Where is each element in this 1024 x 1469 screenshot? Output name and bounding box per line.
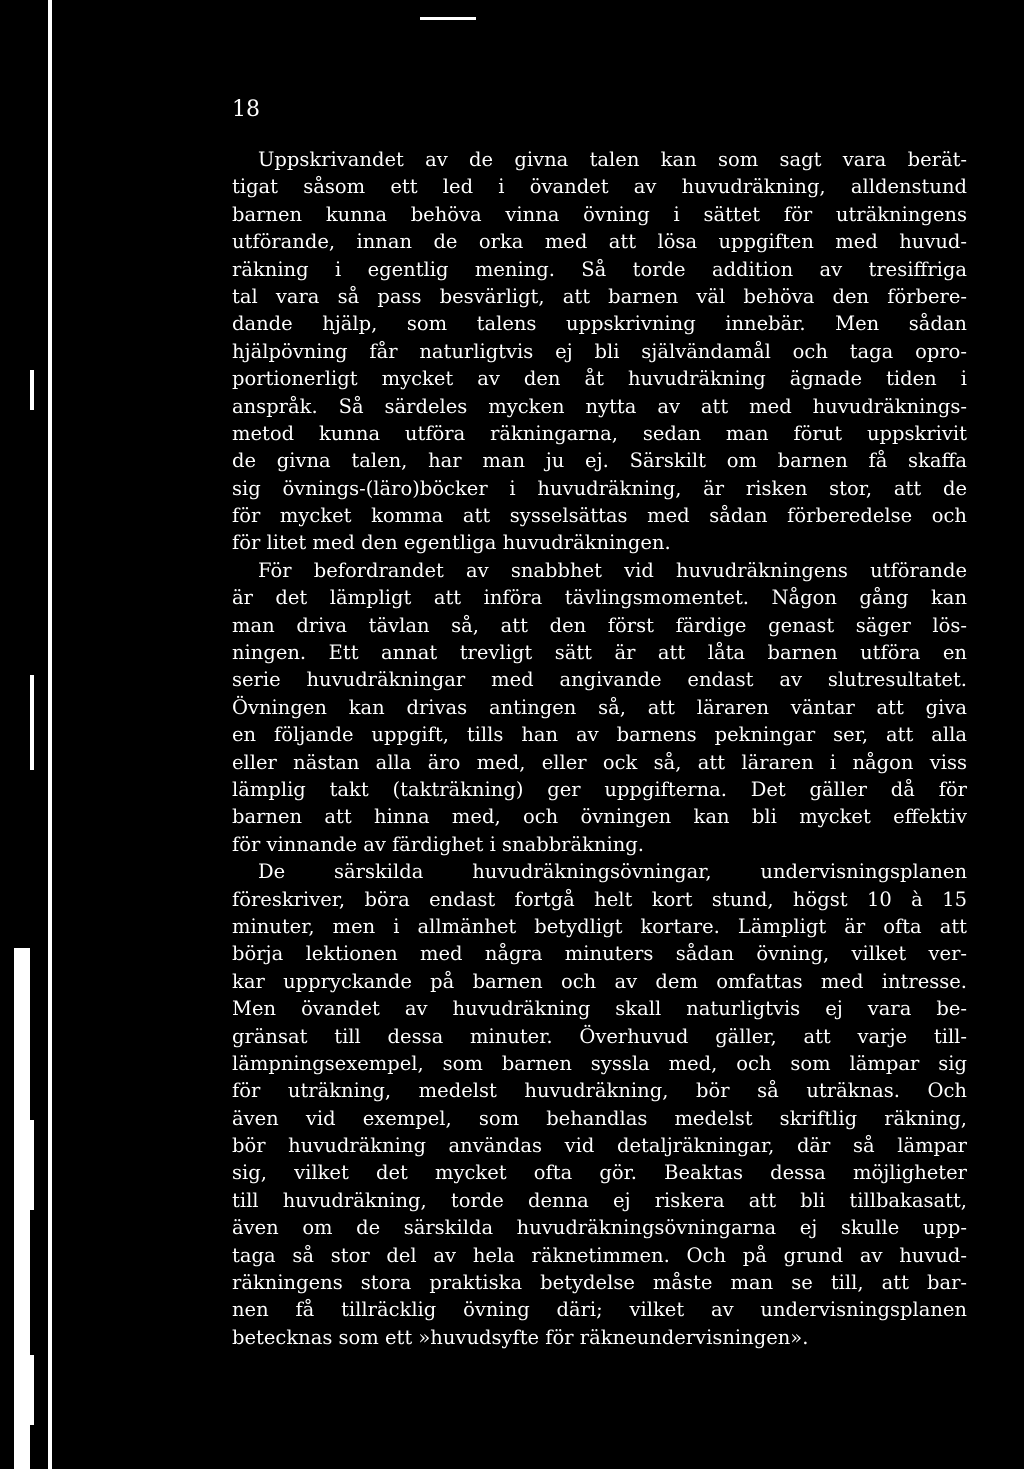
text-line: metod kunna utföra räkningarna, sedan man förut uppskrivit [232,421,967,445]
text-line: Övningen kan drivas antingen så, att läraren väntar att giva [232,695,967,719]
text-line: bör huvudräkning användas vid detaljräkningar, där så lämpar [232,1134,967,1158]
text-line: en följande uppgift, tills han av barnens pekningar ser, att alla [232,723,967,747]
left-edge-mark [30,675,34,770]
body-text [232,146,967,1351]
page-number: 18 [232,97,260,122]
text-line: ningen. Ett annat trevligt sätt är att låta barnen utföra en [232,641,967,665]
text-line: portionerligt mycket av den åt huvudräkning ägnade tiden i [232,367,967,391]
text-line: för uträkning, medelst huvudräkning, bör så uträknas. Och [232,1079,967,1103]
top-rule [420,17,476,20]
text-line: nen få tillräcklig övning däri; vilket av undervisningsplanen [232,1298,967,1322]
text-line: till huvudräkning, torde denna ej riskera att bli tillbakasatt, [232,1188,967,1212]
text-line: även om de särskilda huvudräkningsövningarna ej skulle upp- [232,1216,967,1240]
text-line: barnen kunna behöva vinna övning i sättet för uträkningens [232,202,967,226]
text-line: är det lämpligt att införa tävlingsmomentet. Någon gång kan [232,586,967,610]
text-line: taga så stor del av hela räknetimmen. Och på grund av huvud- [232,1243,967,1267]
text-line: serie huvudräkningar med angivande endast av slutresultatet. [232,668,967,692]
text-line: dande hjälp, som talens uppskrivning innebär. Men sådan [232,312,967,336]
text-line: eller nästan alla äro med, eller ock så, att läraren i någon viss [232,750,967,774]
text-line: tal vara så pass besvärligt, att barnen väl behöva den förbere- [232,284,967,308]
left-edge-mark [30,1355,34,1425]
text-line: börja lektionen med några minuters sådan övning, vilket ver- [232,942,967,966]
text-line: sig övnings-(läro)böcker i huvudräkning, är risken stor, att de [232,476,967,500]
text-line: för litet med den egentliga huvudräkningen. [232,531,671,555]
text-line: Uppskrivandet av de givna talen kan som sagt vara berät- [258,148,967,171]
text-line: lämpningsexempel, som barnen syssla med, och som lämpar sig [232,1051,967,1075]
text-line: föreskriver, böra endast fortgå helt kort stund, högst 10 à 15 [232,887,967,911]
text-line: man driva tävlan så, att den först färdige genast säger lös- [232,613,967,637]
left-edge-mark [30,370,34,410]
left-edge-mark [30,1120,34,1210]
text-line: lämplig takt (takträkning) ger uppgifterna. Det gäller då för [232,777,967,801]
left-edge-bar [48,0,52,1469]
text-line: betecknas som ett »huvudsyfte för räkneundervisningen». [232,1325,809,1349]
text-line: även vid exempel, som behandlas medelst skriftlig räkning, [232,1106,967,1130]
left-edge-block [14,948,30,1469]
text-line: räkning i egentlig mening. Så torde addition av tresiffriga [232,257,967,281]
text-line: barnen att hinna med, och övningen kan bli mycket effektiv [232,805,967,829]
text-line: utförande, innan de orka med att lösa uppgiften med huvud- [232,230,967,254]
text-line: hjälpövning får naturligtvis ej bli självändamål och taga opro- [232,339,967,363]
text-line: de givna talen, har man ju ej. Särskilt om barnen få skaffa [232,449,967,473]
text-line: anspråk. Så särdeles mycken nytta av att med huvudräknings- [232,394,967,418]
text-line: sig, vilket det mycket ofta gör. Beaktas dessa möjligheter [232,1161,967,1185]
text-line: För befordrandet av snabbhet vid huvudräkningens utförande [258,558,967,582]
text-line: gränsat till dessa minuter. Överhuvud gäller, att varje till- [232,1024,967,1048]
text-line: för mycket komma att sysselsättas med sådan förberedelse och [232,504,967,528]
text-line: för vinnande av färdighet i snabbräkning. [232,832,644,856]
text-line: tigat såsom ett led i övandet av huvudräkning, alldenstund [232,175,967,199]
text-line: räkningens stora praktiska betydelse måste man se till, att bar- [232,1271,967,1295]
text-line: De särskilda huvudräkningsövningar, undervisningsplanen [258,860,967,884]
text-line: Men övandet av huvudräkning skall naturligtvis ej vara be- [232,997,967,1021]
text-line: kar uppryckande på barnen och av dem omfattas med intresse. [232,969,967,993]
text-line: minuter, men i allmänhet betydligt kortare. Lämpligt är ofta att [232,914,967,938]
